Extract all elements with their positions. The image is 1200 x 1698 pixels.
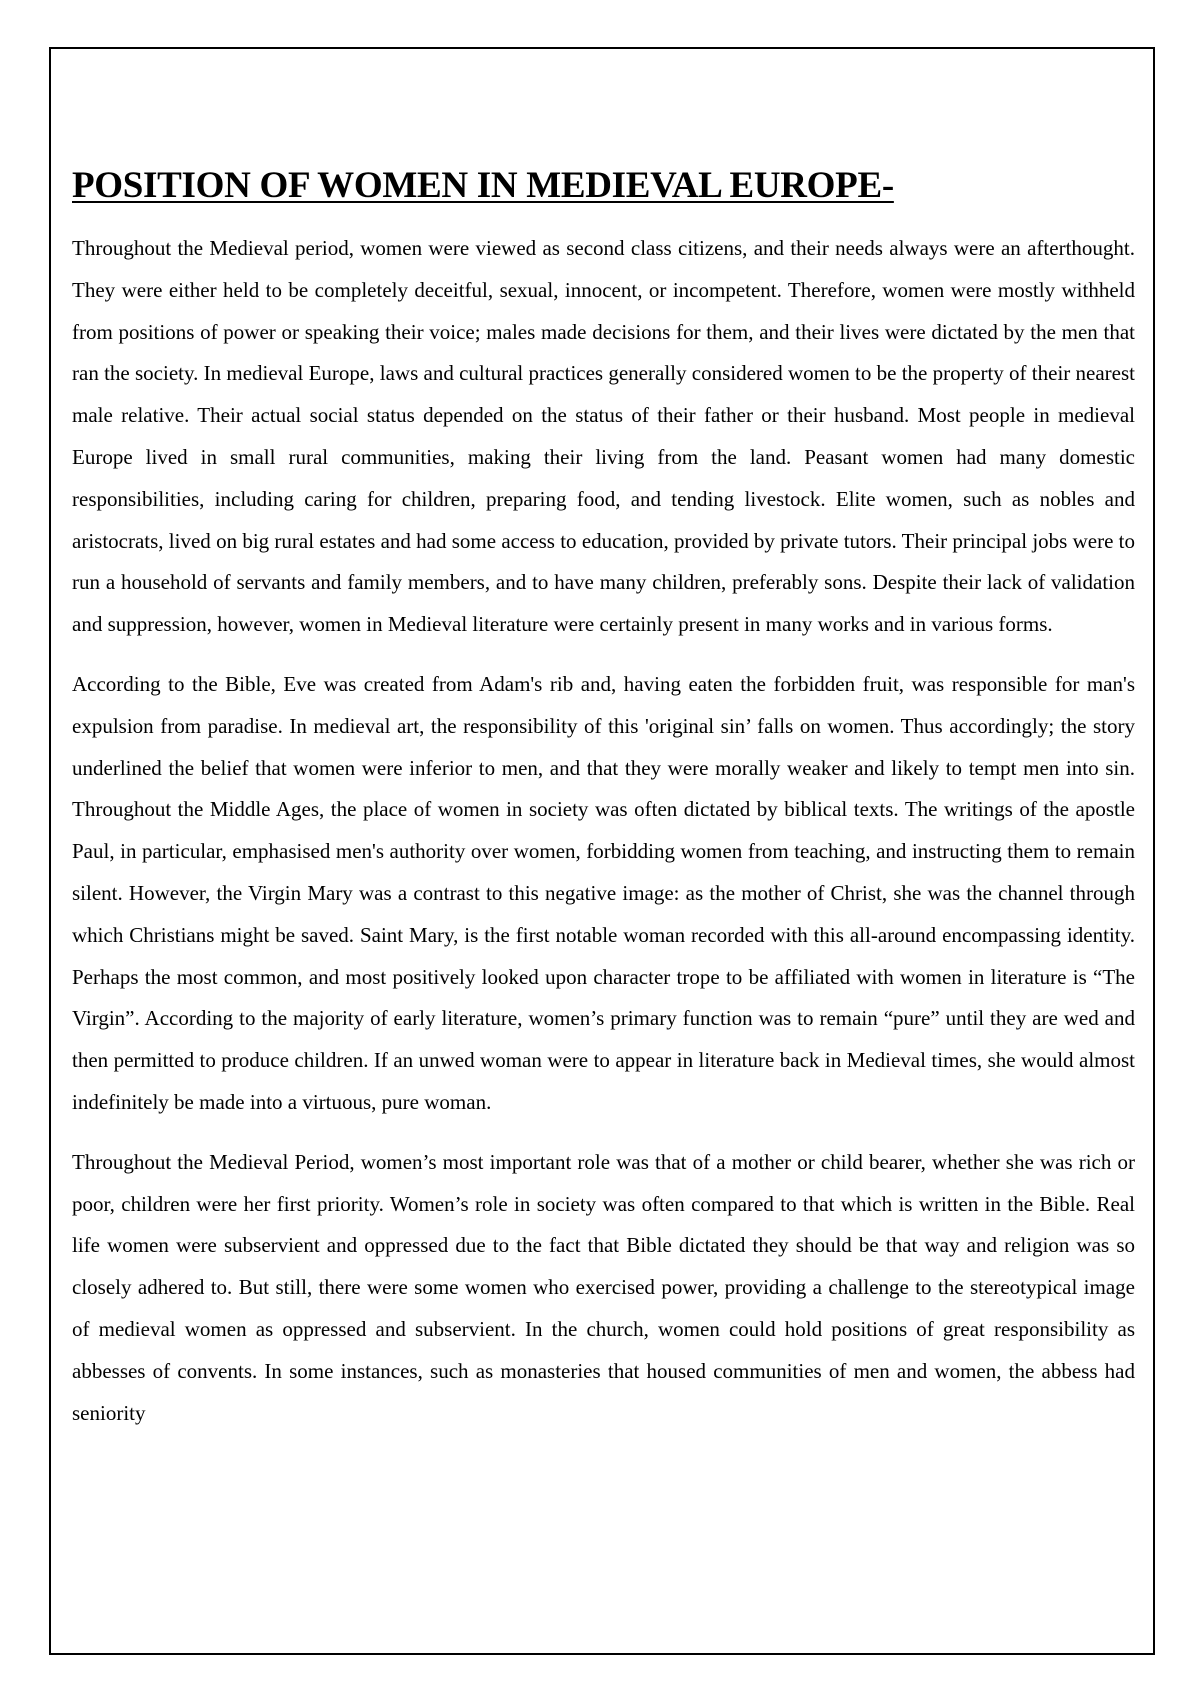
page-title: POSITION OF WOMEN IN MEDIEVAL EUROPE- xyxy=(72,165,894,206)
paragraph-3: Throughout the Medieval Period, women’s most important role was that of a mother or child bearer, whether she was rich or poor, children were her first priority. Women’s role in society was often compared to that which is written in the Bible. Real life women were subservient and oppressed due to the fact that Bible dictated they should be that way and religion was so closely adhered to. But still, there were some women who exercised power, providing a challenge to the stereotypical image of medieval women as oppressed and subservient. In the church, women could hold positions of great responsibility as abbesses of convents. In some instances, such as monasteries that housed communities of men and women, the abbess had seniority xyxy=(72,1149,1135,1425)
paragraph-1: Throughout the Medieval period, women were viewed as second class citizens, and their needs always were an afterthought. They were either held to be completely deceitful, sexual, innocent, or incompetent. Therefore, women were mostly withheld from positions of power or speaking their voice; males made decisions for them, and their lives were dictated by the men that ran the society. In medieval Europe, laws and cultural practices generally considered women to be the property of their nearest male relative. Their actual social status depended on the status of their father or their husband. Most people in medieval Europe lived in small rural communities, making their living from the land. Peasant women had many domestic responsibilities, including caring for children, preparing food, and tending livestock. Elite women, such as nobles and aristocrats, lived on big rural estates and had some access to education, provided by private tutors. Their principal jobs were to run a household of servants and family members, and to have many children, preferably sons. Despite their lack of validation and suppression, however, women in Medieval literature were certainly present in many works and in various forms. xyxy=(72,236,1135,637)
paragraph-2: According to the Bible, Eve was created from Adam's rib and, having eaten the forbidden fruit, was responsible for man's expulsion from paradise. In medieval art, the responsibility of this 'original sin’ falls on women. Thus accordingly; the story underlined the belief that women were inferior to men, and that they were morally weaker and likely to tempt men into sin. Throughout the Middle Ages, the place of women in society was often dictated by biblical texts. The writings of the apostle Paul, in particular, emphasised men's authority over women, forbidding women from teaching, and instructing them to remain silent. However, the Virgin Mary was a contrast to this negative image: as the mother of Christ, she was the channel through which Christians might be saved. Saint Mary, is the first notable woman recorded with this all-around encompassing identity. Perhaps the most common, and most positively looked upon character trope to be affiliated with women in literature is “The Virgin”. According to the majority of early literature, women’s primary function was to remain “pure” until they are wed and then permitted to produce children. If an unwed woman were to appear in literature back in Medieval times, she would almost indefinitely be made into a virtuous, pure woman. xyxy=(72,671,1135,1114)
document-body xyxy=(72,164,1135,1452)
